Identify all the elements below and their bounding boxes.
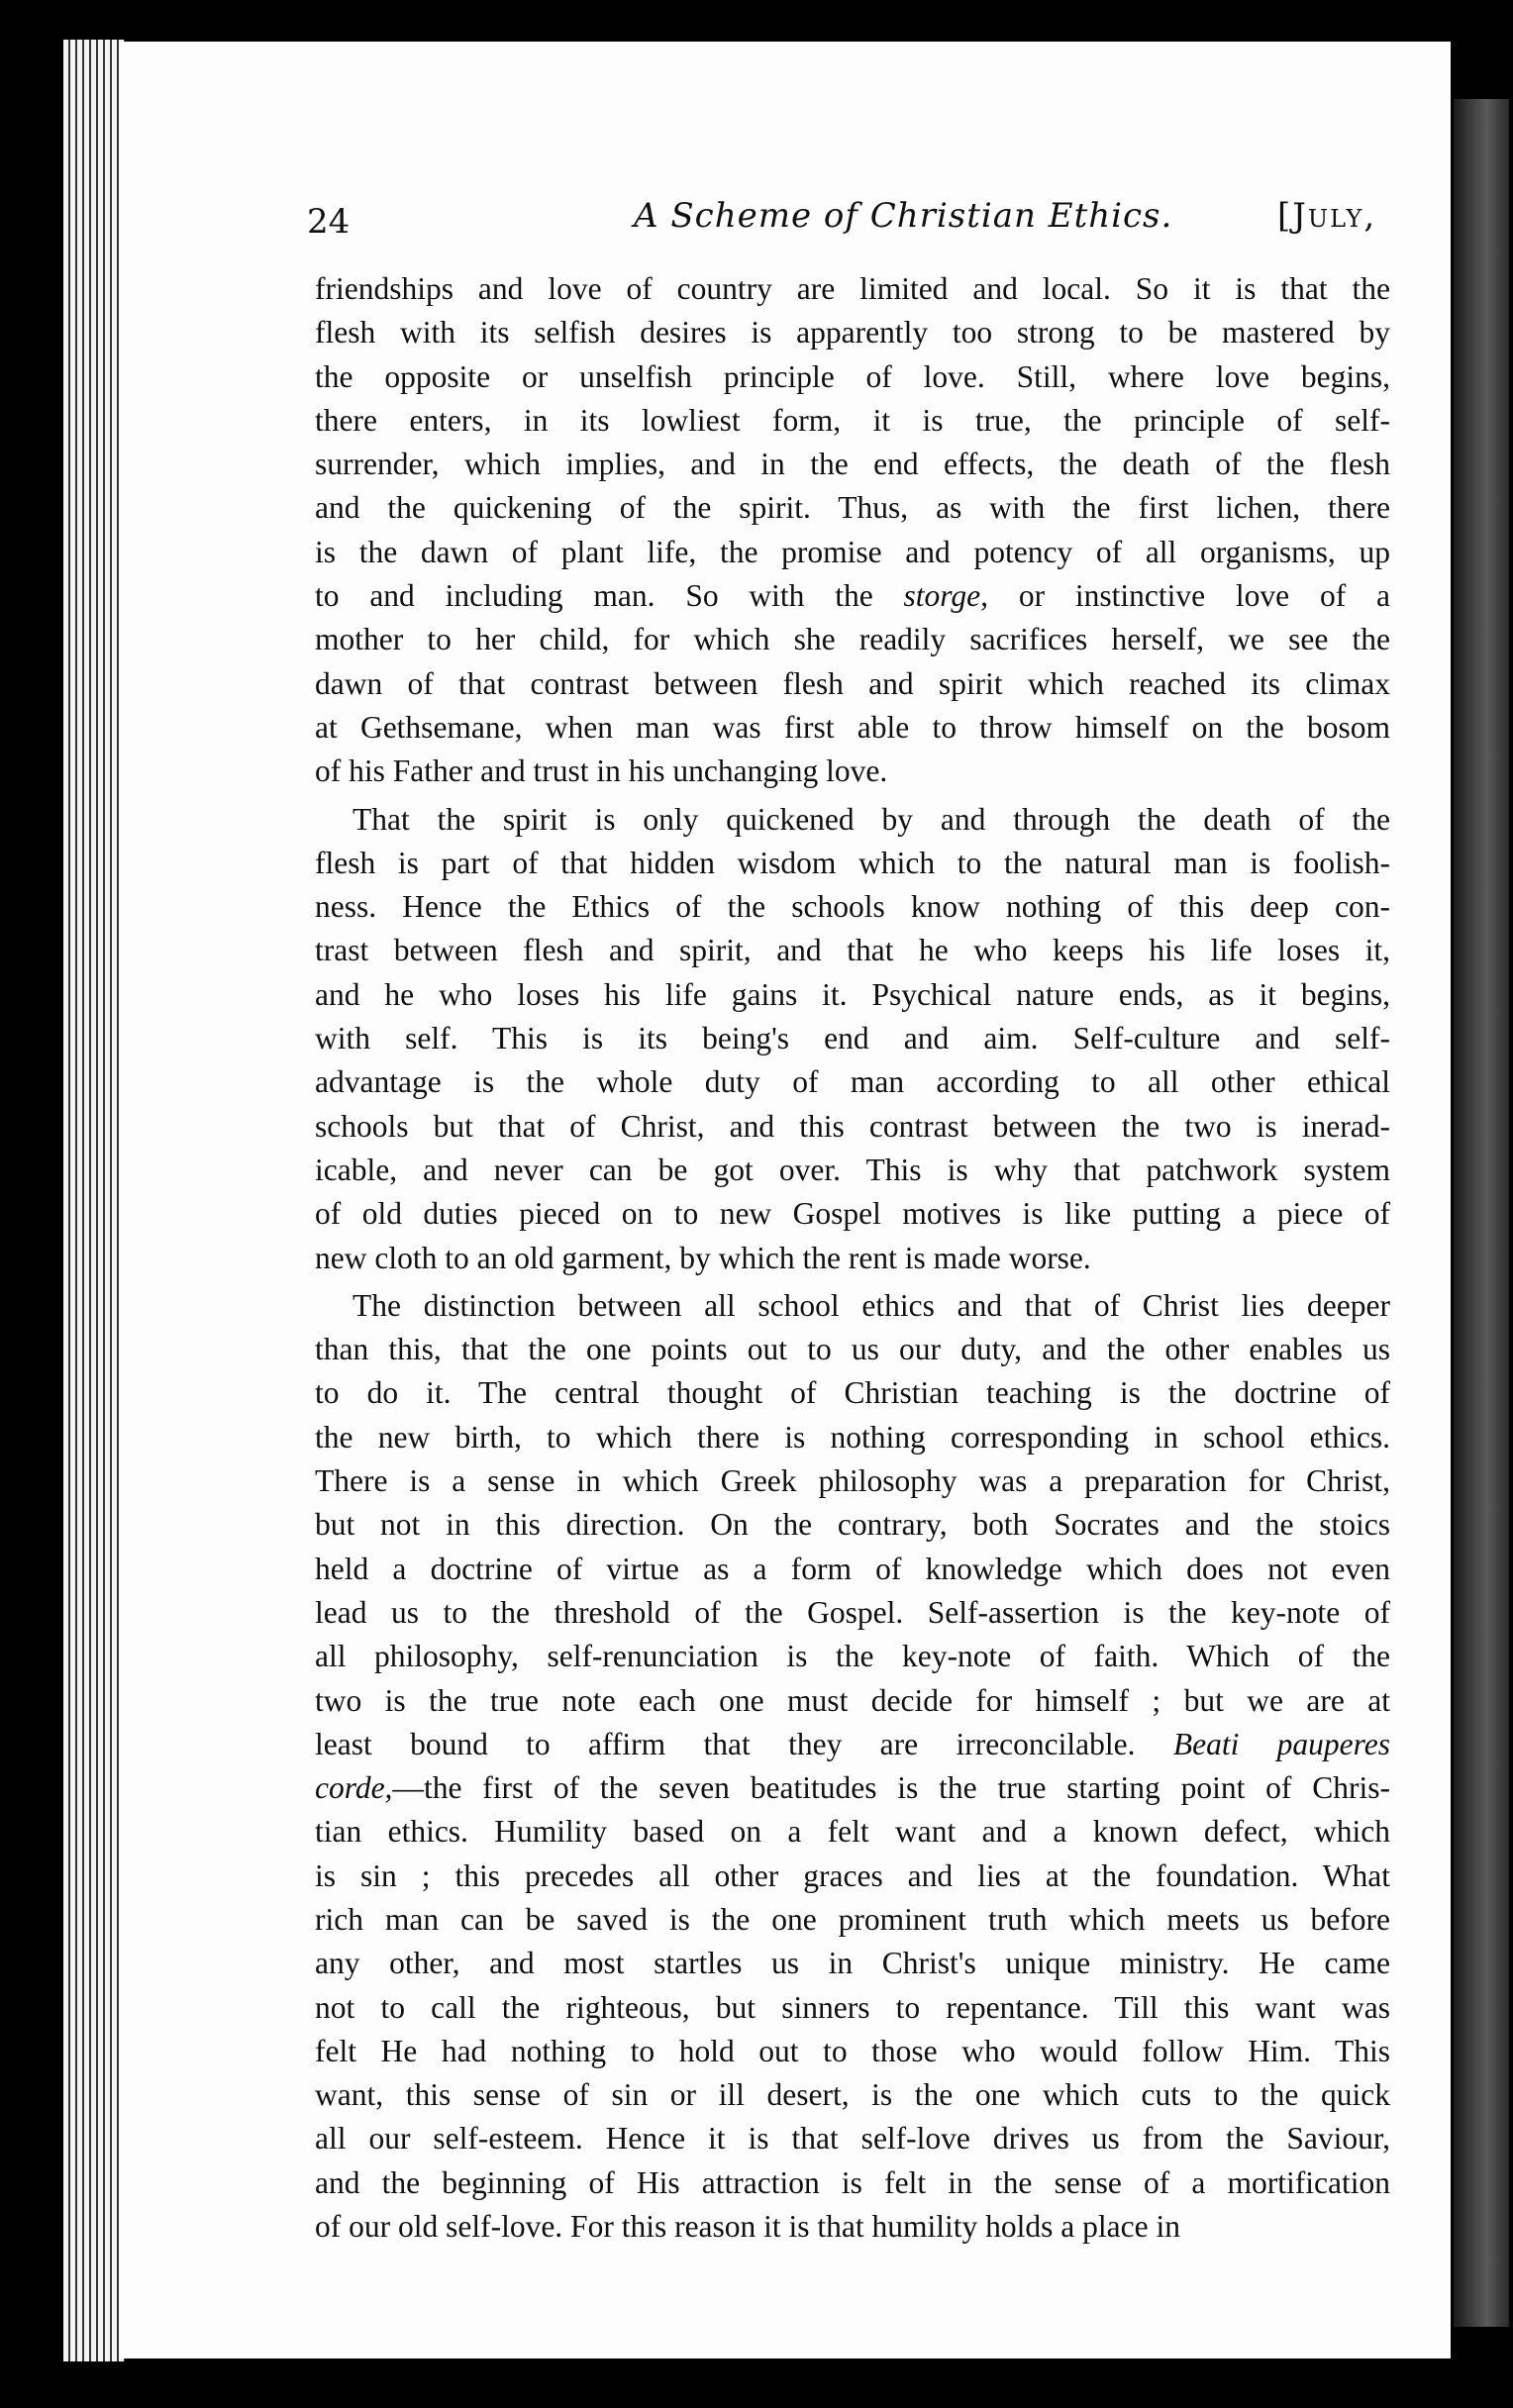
text-line: to and including man. So with the storge, or instinctive love of a (315, 578, 1390, 614)
text-line: want, this sense of sin or ill desert, is the one which cuts to the quick (315, 2077, 1390, 2113)
text-line: advantage is the whole duty of man according to all other ethical (315, 1064, 1390, 1100)
text-line: is sin ; this precedes all other graces and lies at the foundation. What (315, 1857, 1390, 1893)
running-month: [July, (1277, 196, 1377, 236)
page-number: 24 (307, 202, 351, 242)
text-line: and he who loses his life gains it. Psychical nature ends, as it begins, (315, 976, 1390, 1012)
text-line: of old duties pieced on to new Gospel motives is like putting a piece of (315, 1196, 1390, 1232)
body-text (315, 267, 1390, 2249)
text-line: schools but that of Christ, and this contrast between the two is inerad- (315, 1108, 1390, 1144)
text-line: trast between flesh and spirit, and that he who keeps his life loses it, (315, 933, 1390, 968)
paragraph (315, 798, 1390, 1280)
text-line: rich man can be saved is the one prominent truth which meets us before (315, 1901, 1390, 1937)
text-line: there enters, in its lowliest form, it is true, the principle of self- (315, 402, 1390, 438)
text-line: the new birth, to which there is nothing corresponding in school ethics. (315, 1419, 1390, 1455)
text-line: all our self-esteem. Hence it is that self-love drives us from the Saviour, (315, 2121, 1390, 2157)
running-head (307, 194, 1396, 244)
page-edges (63, 40, 125, 2361)
text-line: new cloth to an old garment, by which the rent is made worse. (315, 1240, 1091, 1275)
text-line: There is a sense in which Greek philosophy was a preparation for Christ, (315, 1463, 1390, 1499)
text-line: held a doctrine of virtue as a form of knowledge which does not even (315, 1551, 1390, 1586)
text-line: with self. This is its being's end and aim. Self-culture and self- (315, 1021, 1390, 1056)
text-line: tian ethics. Humility based on a felt want and a known defect, which (315, 1814, 1390, 1850)
text-line: at Gethsemane, when man was first able to throw himself on the bosom (315, 709, 1390, 745)
text-line: of his Father and trust in his unchanging love. (315, 753, 888, 789)
text-line: felt He had nothing to hold out to those who would follow Him. This (315, 2033, 1390, 2068)
paragraph (315, 267, 1390, 794)
text-line: any other, and most startles us in Christ's unique ministry. He came (315, 1946, 1390, 1981)
text-line: ness. Hence the Ethics of the schools know nothing of this deep con- (315, 889, 1390, 925)
text-line: surrender, which implies, and in the end effects, the death of the flesh (315, 447, 1390, 482)
text-line: corde,—the first of the seven beatitudes is the true starting point of Chris- (315, 1770, 1390, 1806)
text-line: is the dawn of plant life, the promise and potency of all organisms, up (315, 534, 1390, 569)
text-line: of our old self-love. For this reason it is that humility holds a place in (315, 2209, 1180, 2245)
page-gutter-shadow (1454, 99, 1509, 2327)
text-line: mother to her child, for which she readily sacrifices herself, we see the (315, 622, 1390, 657)
text-line: and the quickening of the spirit. Thus, as with the first lichen, there (315, 490, 1390, 526)
text-line: dawn of that contrast between flesh and spirit which reached its climax (315, 665, 1390, 701)
text-line: and the beginning of His attraction is felt in the sense of a mortification (315, 2164, 1390, 2200)
text-line: flesh is part of that hidden wisdom which to the natural man is foolish- (315, 845, 1390, 880)
text-line: flesh with its selfish desires is apparently too strong to be mastered by (315, 315, 1390, 351)
text-line: to do it. The central thought of Christian teaching is the doctrine of (315, 1375, 1390, 1411)
text-line: The distinction between all school ethics and that of Christ lies deeper (353, 1287, 1390, 1323)
paragraph (315, 1284, 1390, 2250)
text-line: least bound to affirm that they are irreconcilable. Beati pauperes (315, 1726, 1390, 1761)
text-line: lead us to the threshold of the Gospel. Self-assertion is the key-note of (315, 1594, 1390, 1630)
text-line: icable, and never can be got over. This is why that patchwork system (315, 1152, 1390, 1187)
text-line: not to call the righteous, but sinners to repentance. Till this want was (315, 1989, 1390, 2025)
text-line: That the spirit is only quickened by and through the death of the (353, 801, 1390, 837)
running-title: A Scheme of Christian Ethics. (634, 196, 1173, 236)
text-line: two is the true note each one must decide for himself ; but we are at (315, 1682, 1390, 1718)
text-line: than this, that the one points out to us our duty, and the other enables us (315, 1332, 1390, 1367)
text-line: the opposite or unselfish principle of love. Still, where love begins, (315, 358, 1390, 394)
text-line: but not in this direction. On the contrary, both Socrates and the stoics (315, 1507, 1390, 1543)
text-line: all philosophy, self-renunciation is the key-note of faith. Which of the (315, 1639, 1390, 1674)
text-line: friendships and love of country are limited and local. So it is that the (315, 271, 1390, 306)
